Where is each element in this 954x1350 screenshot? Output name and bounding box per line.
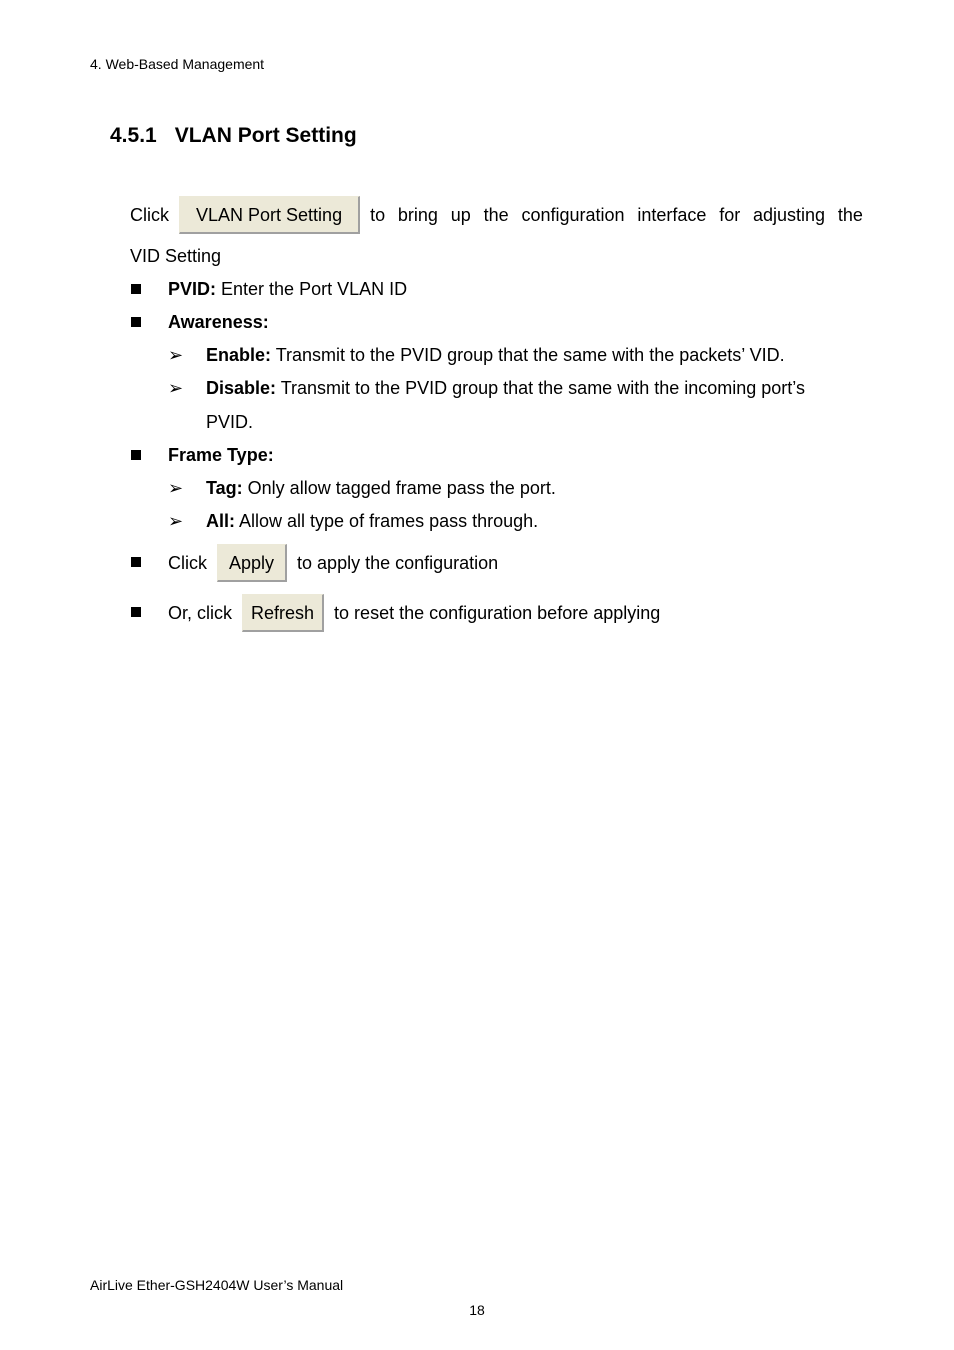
apply-button[interactable]: Apply [217,544,287,582]
item-text: to reset the configuration before applying [334,602,661,623]
item-label: Awareness: [168,312,269,332]
list-item-tag [206,478,556,499]
arrow-bullet-icon: ➢ [168,511,184,531]
list-item-awareness [168,312,269,333]
list-item-frame-type [168,445,274,466]
list-item-all [206,511,538,532]
page-number: 18 [469,1302,485,1318]
item-label: Tag: [206,478,243,498]
section-heading [110,124,357,148]
item-text: Or, click [168,602,233,623]
vlan-port-setting-button[interactable]: VLAN Port Setting [179,196,360,234]
list-item-pvid [168,279,407,300]
intro-word: to [370,204,386,225]
arrow-bullet-icon: ➢ [168,478,184,498]
square-bullet-icon [131,284,141,294]
square-bullet-icon [131,557,141,567]
section-number: 4.5.1 [110,124,157,147]
running-header: 4. Web-Based Management [90,56,265,72]
intro-continuation: VID Setting [130,246,222,266]
arrow-bullet-icon: ➢ [168,345,184,365]
intro-click-text: Click [130,204,169,225]
item-label: Enable: [206,345,272,365]
square-bullet-icon [131,607,141,617]
item-text: to apply the configuration [297,552,499,573]
item-text: Click [168,552,207,573]
item-text: Transmit to the PVID group that the same with the packets’ VID. [271,345,785,365]
square-bullet-icon [131,317,141,327]
intro-word: configuration [521,204,625,225]
intro-word: the [837,204,863,225]
footer-manual-title: AirLive Ether-GSH2404W User’s Manual [90,1277,344,1293]
intro-words [370,205,863,226]
intro-word: the [483,204,509,225]
refresh-button[interactable]: Refresh [242,594,324,632]
item-text: Only allow tagged frame pass the port. [242,478,556,498]
list-item-apply [168,544,498,582]
item-text: Enter the Port VLAN ID [216,279,408,299]
item-label: Disable: [206,378,277,398]
intro-word: up [450,204,471,225]
intro-word: bring [397,204,438,225]
section-title: VLAN Port Setting [174,124,357,147]
item-text: Transmit to the PVID group that the same with the incoming port’s [276,378,805,398]
item-label: PVID: [168,279,217,299]
list-item-enable [206,345,785,366]
item-text: Allow all type of frames pass through. [235,511,539,531]
list-item-refresh [168,594,660,632]
arrow-bullet-icon: ➢ [168,378,184,398]
intro-word: adjusting [753,204,826,225]
square-bullet-icon [131,450,141,460]
intro-word: for [719,204,741,225]
list-item-disable-continuation: PVID. [206,412,254,432]
item-label: Frame Type: [168,445,274,465]
intro-paragraph [130,196,863,234]
intro-word: interface [637,204,707,225]
list-item-disable [206,378,805,399]
item-label: All: [206,511,235,531]
